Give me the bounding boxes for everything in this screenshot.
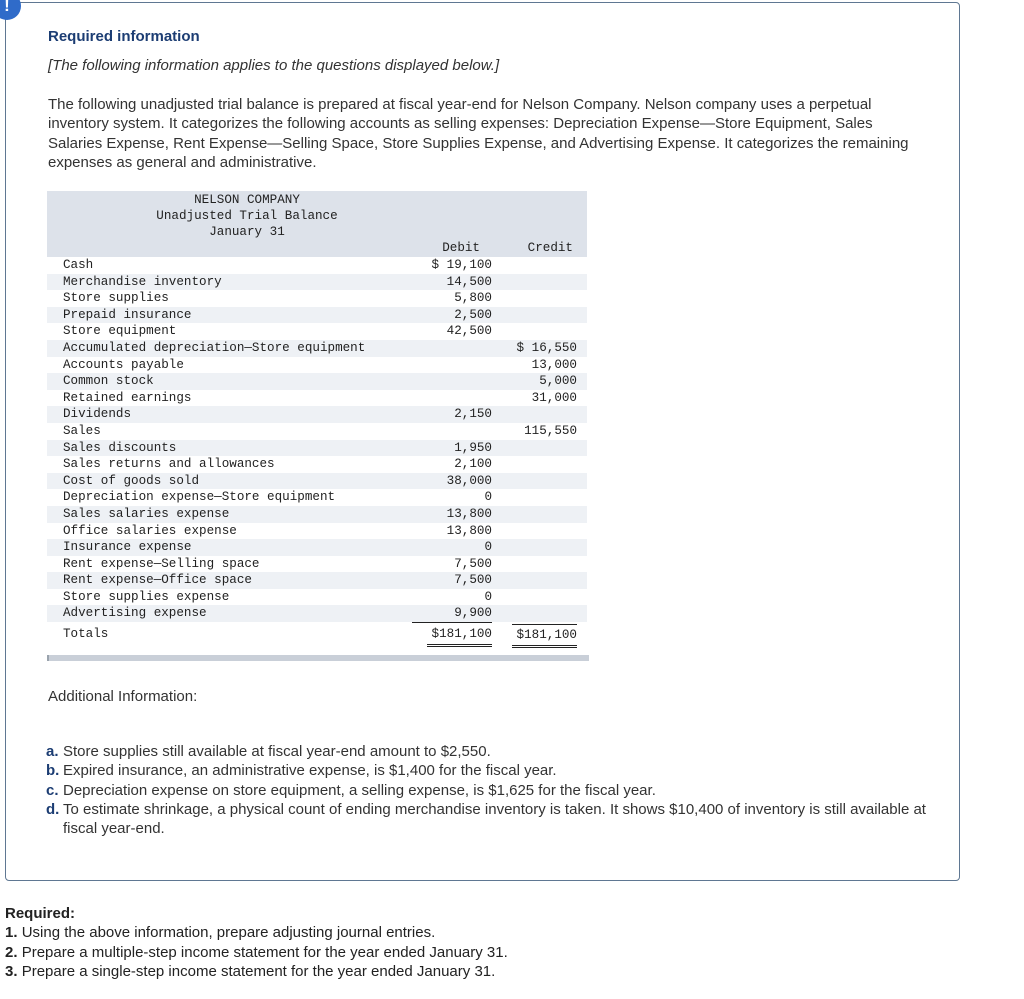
debit-amount: 2,100 <box>454 457 492 472</box>
account-name: Sales returns and allowances <box>63 457 275 472</box>
account-name: Accumulated depreciation—Store equipment <box>63 340 366 355</box>
account-name: Depreciation expense—Store equipment <box>63 490 336 505</box>
trial-balance-row <box>47 274 587 291</box>
debit-amount: 14,500 <box>446 274 492 289</box>
trial-balance-row <box>47 323 587 340</box>
debit-amount: 42,500 <box>446 324 492 339</box>
totals-row <box>47 624 587 644</box>
alert-icon: ! <box>0 0 21 20</box>
required-item <box>5 943 508 962</box>
trial-balance-row <box>47 357 587 374</box>
trial-balance-row <box>47 589 587 606</box>
account-name: Sales <box>63 423 101 438</box>
trial-balance-row <box>47 605 587 622</box>
credit-amount: 13,000 <box>531 357 577 372</box>
account-name: Office salaries expense <box>63 523 237 538</box>
debit-amount: 13,800 <box>446 523 492 538</box>
company-name: NELSON COMPANY <box>194 193 300 207</box>
adjustment-text: Depreciation expense on store equipment, a selling expense, is $1,625 for the fiscal year. <box>63 781 656 799</box>
account-name: Sales discounts <box>63 440 177 455</box>
account-name: Sales salaries expense <box>63 506 230 521</box>
adjustment-letter: b. <box>46 762 60 780</box>
account-name: Rent expense—Office space <box>63 573 252 588</box>
trial-balance-row <box>47 423 587 440</box>
applies-note: [The following information applies to the questions displayed below.] <box>48 57 500 74</box>
adjustment-text: To estimate shrinkage, a physical count of ending merchandise inventory is taken. It shows $10,400 of inventory is still available at fiscal year-end. <box>63 800 926 838</box>
credit-amount: $ 16,550 <box>516 340 577 355</box>
account-name: Store supplies expense <box>63 589 230 604</box>
trial-balance-row <box>47 556 587 573</box>
statement-title: Unadjusted Trial Balance <box>156 209 338 223</box>
adjustment-letter: c. <box>46 781 59 799</box>
debit-amount: 9,900 <box>412 605 492 623</box>
trial-balance-row <box>47 523 587 540</box>
adjustment-item <box>46 800 926 839</box>
additional-information-label: Additional Information: <box>48 688 198 705</box>
trial-balance-row <box>47 489 587 506</box>
debit-amount: 38,000 <box>446 473 492 488</box>
required-text: Using the above information, prepare adjusting journal entries. <box>21 924 436 942</box>
required-item <box>5 923 508 942</box>
debit-amount: 7,500 <box>454 573 492 588</box>
debit-amount: $ 19,100 <box>431 258 492 272</box>
account-name: Advertising expense <box>63 606 207 621</box>
adjustment-text: Store supplies still available at fiscal year-end amount to $2,550. <box>63 743 491 760</box>
required-item <box>5 962 508 981</box>
debit-amount: 5,800 <box>454 291 492 306</box>
account-name: Store supplies <box>63 291 169 306</box>
account-name: Retained earnings <box>63 390 192 405</box>
adjustment-item <box>46 781 926 800</box>
adjustment-letter: d. <box>46 800 60 818</box>
required-number: 3. <box>5 962 18 980</box>
trial-balance-row <box>47 257 587 274</box>
trial-balance-row <box>47 506 587 523</box>
debit-amount: 2,150 <box>454 407 492 422</box>
trial-balance-row <box>47 290 587 307</box>
adjustment-letter: a. <box>46 743 59 760</box>
adjustment-item <box>46 742 926 761</box>
trial-balance-row <box>47 373 587 390</box>
required-text: Prepare a single-step income statement for the year ended January 31. <box>21 962 496 980</box>
account-name: Accounts payable <box>63 357 184 372</box>
account-name: Prepaid insurance <box>63 307 192 322</box>
account-name: Cost of goods sold <box>63 473 200 488</box>
credit-amount: 31,000 <box>531 390 577 405</box>
account-name: Common stock <box>63 374 154 389</box>
trial-balance-row <box>47 307 587 324</box>
trial-balance-rows <box>47 257 587 622</box>
debit-amount: 0 <box>484 540 492 555</box>
account-name: Merchandise inventory <box>63 274 222 289</box>
totals-credit: $181,100 <box>512 624 577 648</box>
intro-paragraph: The following unadjusted trial balance is prepared at fiscal year-end for Nelson Company. Nelson company uses a perpetual inventory system. It categorizes the following accounts as selling expenses: Depreciation Expense—Store Equipment, Sales Salaries Expense, Rent Expense—Selling Space, Store Supplies Expense, and Advertising Expense. It categorizes the remaining expenses as general and administrative. <box>48 96 909 171</box>
credit-column-header: Credit <box>527 241 573 255</box>
required-title: Required: <box>5 905 76 922</box>
adjustments-list <box>46 742 926 838</box>
debit-amount: 7,500 <box>454 556 492 571</box>
trial-balance-row <box>47 340 587 357</box>
debit-amount: 1,950 <box>454 440 492 455</box>
debit-amount: 13,800 <box>446 506 492 521</box>
trial-balance-row <box>47 539 587 556</box>
statement-date: January 31 <box>209 225 285 239</box>
debit-amount: 0 <box>484 589 492 604</box>
totals-debit: $181,100 <box>427 624 492 647</box>
debit-column-header: Debit <box>442 241 480 255</box>
credit-amount: 5,000 <box>539 374 577 389</box>
trial-balance-row <box>47 390 587 407</box>
adjustment-text: Expired insurance, an administrative expense, is $1,400 for the fiscal year. <box>63 762 557 780</box>
required-information-title: Required information <box>48 28 200 45</box>
account-name: Dividends <box>63 407 132 422</box>
account-name: Rent expense—Selling space <box>63 556 260 571</box>
trial-balance-row <box>47 440 587 457</box>
trial-balance-row <box>47 473 587 490</box>
table-bottom-bar <box>47 655 589 661</box>
trial-balance-row <box>47 572 587 589</box>
required-section <box>5 904 508 981</box>
required-number: 1. <box>5 924 18 942</box>
credit-amount: 115,550 <box>524 423 577 438</box>
required-number: 2. <box>5 943 18 961</box>
debit-amount: 2,500 <box>454 307 492 322</box>
debit-amount: 0 <box>484 490 492 505</box>
account-name: Insurance expense <box>63 540 192 555</box>
required-text: Prepare a multiple-step income statement for the year ended January 31. <box>21 943 508 961</box>
totals-label: Totals <box>63 627 109 641</box>
trial-balance-row <box>47 406 587 423</box>
trial-balance-table <box>47 191 587 661</box>
adjustment-item <box>46 761 926 780</box>
account-name: Cash <box>63 258 94 272</box>
trial-balance-row <box>47 456 587 473</box>
account-name: Store equipment <box>63 324 177 339</box>
